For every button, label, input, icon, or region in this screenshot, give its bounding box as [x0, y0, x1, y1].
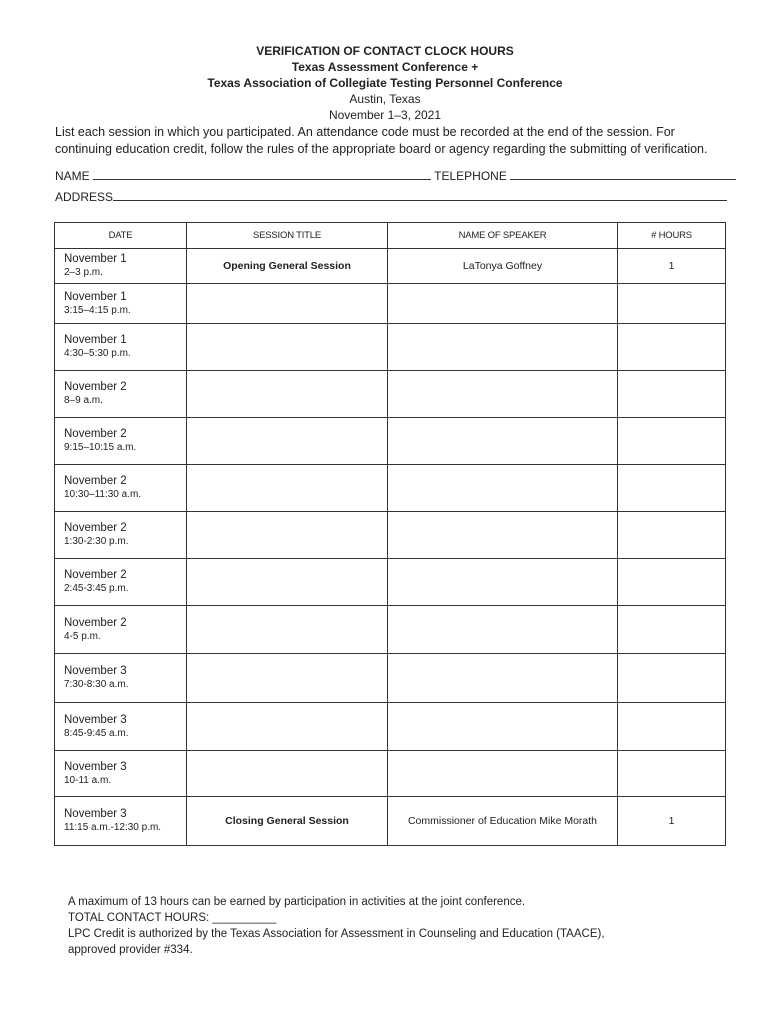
telephone-field[interactable] — [510, 168, 736, 180]
date-cell — [55, 654, 187, 703]
session-time: 3:15–4:15 p.m. — [64, 304, 131, 316]
hours-cell[interactable] — [618, 703, 726, 751]
speaker-cell[interactable] — [388, 703, 618, 751]
date-cell — [55, 703, 187, 751]
session-time: 8–9 a.m. — [64, 395, 103, 406]
address-label: ADDRESS — [55, 190, 114, 204]
session-title-cell[interactable] — [187, 606, 388, 654]
name-label: NAME — [55, 169, 90, 183]
speaker-cell[interactable] — [388, 284, 618, 324]
hours-header: # HOURS — [618, 223, 726, 249]
session-title-cell[interactable] — [187, 371, 388, 418]
session-date: November 2 — [64, 569, 127, 581]
hours-cell[interactable] — [618, 606, 726, 654]
total-contact-hours: TOTAL CONTACT HOURS: __________ — [68, 912, 277, 924]
session-date: November 2 — [64, 475, 127, 487]
table-row — [55, 797, 726, 846]
speaker-cell: LaTonya Goffney — [388, 249, 618, 284]
address-line — [55, 189, 727, 204]
table-row — [55, 654, 726, 703]
session-time: 10-11 a.m. — [64, 774, 112, 786]
lpc-credit-note: LPC Credit is authorized by the Texas Association for Assessment in Counseling and Education (TAACE), — [68, 928, 605, 940]
table-row — [55, 559, 726, 606]
conference-dates: November 1–3, 2021 — [328, 108, 442, 122]
hours-cell[interactable] — [618, 418, 726, 465]
speaker-cell[interactable] — [388, 654, 618, 703]
table-row — [55, 465, 726, 512]
date-cell — [55, 606, 187, 654]
speaker-cell[interactable] — [388, 465, 618, 512]
session-date: November 2 — [64, 428, 127, 440]
session-title-cell[interactable] — [187, 559, 388, 606]
session-title-cell[interactable] — [187, 324, 388, 371]
date-cell — [55, 324, 187, 371]
session-date: November 2 — [64, 616, 127, 629]
date-cell — [55, 284, 187, 324]
hours-cell[interactable] — [618, 465, 726, 512]
table-row — [55, 371, 726, 418]
session-time: 1:30-2:30 p.m. — [64, 536, 129, 547]
session-date: November 3 — [64, 808, 127, 820]
date-cell — [55, 751, 187, 797]
session-title-cell[interactable] — [187, 654, 388, 703]
session-time: 2–3 p.m. — [64, 267, 103, 278]
session-time: 9:15–10:15 a.m. — [64, 442, 137, 453]
hours-cell[interactable] — [618, 559, 726, 606]
session-date: November 2 — [64, 381, 127, 393]
table-row — [55, 751, 726, 797]
table-row — [55, 324, 726, 371]
session-title-cell[interactable] — [187, 512, 388, 559]
table-row — [55, 284, 726, 324]
hours-cell[interactable] — [618, 654, 726, 703]
address-field[interactable] — [113, 189, 727, 201]
session-time: 8:45-9:45 a.m. — [64, 727, 129, 739]
name-field[interactable] — [93, 168, 431, 180]
date-cell — [55, 465, 187, 512]
speaker-cell[interactable] — [388, 512, 618, 559]
date-cell — [55, 249, 187, 284]
speaker-cell[interactable] — [388, 559, 618, 606]
date-cell — [55, 797, 187, 846]
conference-name-2: Texas Association of Collegiate Testing Personnel Conference — [207, 76, 563, 90]
session-date: November 3 — [64, 713, 127, 726]
name-telephone-line — [55, 168, 736, 183]
hours-cell[interactable] — [618, 371, 726, 418]
session-time: 7:30-8:30 a.m. — [64, 679, 129, 690]
conference-name: Texas Assessment Conference + — [291, 60, 479, 74]
session-title-cell: Closing General Session — [187, 797, 388, 846]
table-row — [55, 249, 726, 284]
session-title-header: SESSION TITLE — [187, 223, 388, 249]
hours-cell[interactable] — [618, 751, 726, 797]
location: Austin, Texas — [349, 92, 421, 106]
session-date: November 2 — [64, 522, 127, 534]
session-time: 11:15 a.m.-12:30 p.m. — [64, 822, 162, 833]
instructions: List each session in which you participated. An attendance code must be recorded at the end of the session. For continuing education credit, follow the rules of the appropriate board or agency regarding the submitting of verification. — [55, 125, 708, 156]
speaker-header: NAME OF SPEAKER — [388, 223, 618, 249]
telephone-label: TELEPHONE — [434, 169, 507, 183]
table-row — [55, 418, 726, 465]
form-title: VERIFICATION OF CONTACT CLOCK HOURS — [256, 44, 514, 58]
speaker-cell[interactable] — [388, 418, 618, 465]
session-time: 10:30–11:30 a.m. — [64, 489, 142, 500]
session-title-cell[interactable] — [187, 465, 388, 512]
speaker-cell[interactable] — [388, 751, 618, 797]
table-row — [55, 512, 726, 559]
date-cell — [55, 512, 187, 559]
speaker-cell[interactable] — [388, 606, 618, 654]
session-time: 4:30–5:30 p.m. — [64, 348, 131, 359]
hours-cell: 1 — [618, 797, 726, 846]
date-header: DATE — [55, 223, 187, 249]
session-title-cell[interactable] — [187, 703, 388, 751]
date-cell — [55, 559, 187, 606]
sessions-table — [54, 222, 726, 846]
hours-cell[interactable] — [618, 512, 726, 559]
date-cell — [55, 418, 187, 465]
table-row — [55, 703, 726, 751]
session-date: November 1 — [64, 334, 127, 346]
speaker-cell[interactable] — [388, 324, 618, 371]
hours-cell: 1 — [618, 249, 726, 284]
speaker-cell: Commissioner of Education Mike Morath — [388, 797, 618, 846]
session-time: 2:45-3:45 p.m. — [64, 583, 129, 594]
session-title-cell: Opening General Session — [187, 249, 388, 284]
date-cell — [55, 371, 187, 418]
session-date: November 1 — [64, 290, 127, 303]
session-date: November 1 — [64, 253, 127, 265]
session-title-cell[interactable] — [187, 751, 388, 797]
hours-cell[interactable] — [618, 284, 726, 324]
session-title-cell[interactable] — [187, 284, 388, 324]
session-time: 4-5 p.m. — [64, 630, 101, 642]
session-title-cell[interactable] — [187, 418, 388, 465]
provider-number: approved provider #334. — [68, 944, 193, 956]
table-row — [55, 606, 726, 654]
speaker-cell[interactable] — [388, 371, 618, 418]
hours-cell[interactable] — [618, 324, 726, 371]
session-date: November 3 — [64, 760, 127, 773]
footer-max-hours: A maximum of 13 hours can be earned by participation in activities at the joint conference. — [68, 896, 526, 908]
session-date: November 3 — [64, 665, 127, 677]
table-header-row — [55, 223, 726, 249]
footer-notes — [68, 894, 668, 958]
